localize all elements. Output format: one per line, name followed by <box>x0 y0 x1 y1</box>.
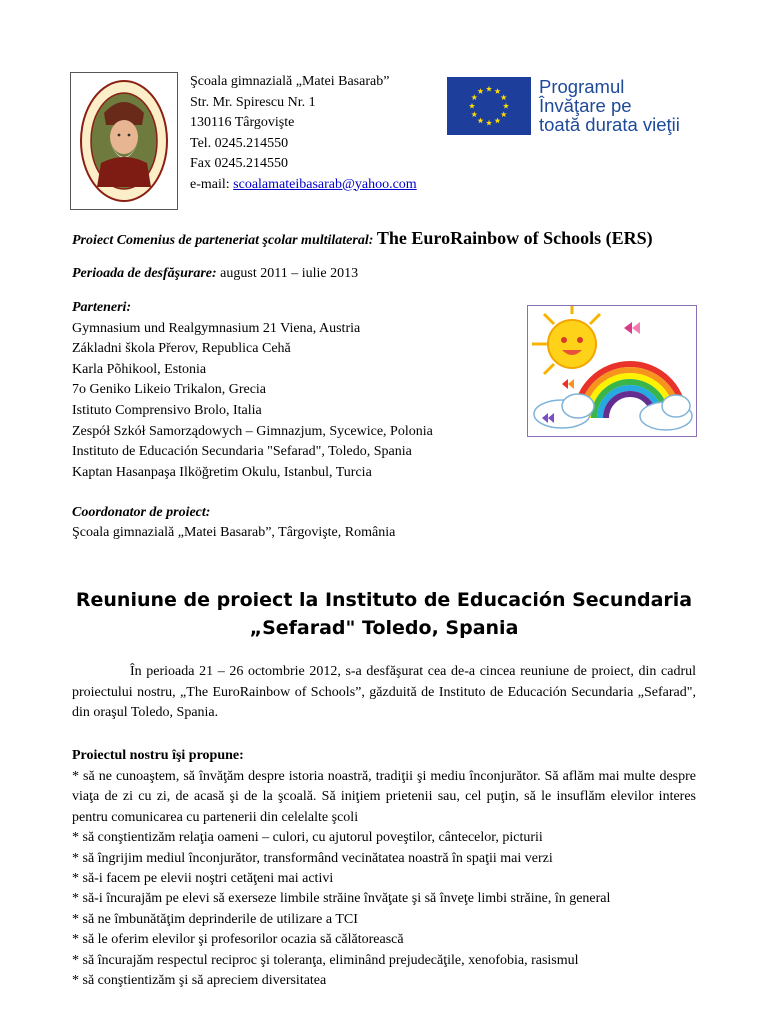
school-city: 130116 Târgovişte <box>190 115 295 130</box>
eu-flag-icon <box>447 77 531 135</box>
eu-star-icon <box>501 94 507 100</box>
eu-stars-icon <box>447 77 531 135</box>
project-type-label: Proiect Comenius de parteneriat şcolar multilateral: <box>72 233 377 248</box>
goal-item: * să conştientizăm relaţia oameni – culori, cu ajutorul poveştilor, cântecelor, picturii <box>72 830 543 846</box>
goal-item: * să ne îmbunătăţim deprinderile de utilizare a TCI <box>72 911 358 927</box>
goals-list <box>72 767 696 991</box>
coordinator-label-text: Coordonator de proiect: <box>72 505 211 520</box>
eu-star-icon <box>501 111 507 117</box>
partner-item: Základni škola Přerov, Republica Cehă <box>72 341 291 357</box>
goal-item: * să conştientizăm şi să apreciem diversitatea <box>72 973 327 989</box>
project-type-line <box>72 228 653 252</box>
eu-star-icon <box>477 88 483 94</box>
period-value: august 2011 – iulie 2013 <box>220 266 359 281</box>
partner-item: Karla Põhikool, Estonia <box>72 361 207 377</box>
partner-item: Instituto de Educación Secundaria "Sefarad", Toledo, Spania <box>72 444 412 460</box>
eu-star-icon <box>503 103 509 109</box>
goals-rest <box>72 828 696 991</box>
article-intro: În perioada 21 – 26 octombrie 2012, s-a desfăşurat cea de-a cincea reuniune de proiect, din cadrul proiectului nostru, „The EuroRainbow of Schools”, găzduită de Instituto de Educación Secundaria „Sefarad", din oraşul Toledo, Spania. <box>72 664 696 720</box>
eu-star-icon <box>494 88 500 94</box>
goals-title: Proiectul nostru îşi propune: <box>72 748 244 763</box>
school-fax: Fax 0245.214550 <box>190 156 288 171</box>
partners-block <box>72 298 433 483</box>
partners-list <box>72 319 433 484</box>
matei-basarab-portrait-icon <box>71 73 177 209</box>
eu-text-line1: Programul <box>539 76 625 97</box>
school-contact-block <box>190 72 417 195</box>
eu-star-icon <box>486 120 492 126</box>
coordinator-label <box>72 503 210 524</box>
eu-star-icon <box>471 111 477 117</box>
email-link[interactable]: scoalamateibasarab@yahoo.com <box>233 176 417 192</box>
partners-label: Parteneri: <box>72 300 132 315</box>
partner-item: Istituto Comprensivo Brolo, Italia <box>72 402 262 418</box>
partner-item: Kaptan Hasanpaşa Ilköğretim Okulu, Istanbul, Turcia <box>72 464 372 480</box>
partner-item: Zespół Szkół Samorządowych – Gimnazjum, Sycewice, Polonia <box>72 423 433 439</box>
eu-text-line2: Învăţare pe <box>539 95 632 116</box>
goal-item: * să încurajăm respectul reciproc şi toleranţa, eliminând prejudecăţile, xenofobia, rasismul <box>72 952 579 968</box>
project-period-line <box>72 264 358 285</box>
article-heading-line2: „Sefarad" Toledo, Spania <box>249 617 519 639</box>
eu-star-icon <box>469 103 475 109</box>
eu-text-line3: toată durata vieţii <box>539 114 680 135</box>
article-heading-line1: Reuniune de proiect la Instituto de Educación Secundaria <box>75 589 693 611</box>
goal-item: * să-i facem pe elevii noştri cetăţeni mai activi <box>72 871 334 887</box>
eu-programme-text <box>539 77 680 134</box>
partner-item: 7o Geniko Likeio Trikalon, Grecia <box>72 382 267 398</box>
goal-item: * să-i încurajăm pe elevi să exerseze limbile străine învăţate şi să înveţe limbi străine, în general <box>72 891 611 907</box>
eu-star-icon <box>494 118 500 124</box>
sun-rainbow-icon <box>528 306 696 436</box>
partner-item: Gymnasium und Realgymnasium 21 Viena, Austria <box>72 320 361 336</box>
eu-star-icon <box>471 94 477 100</box>
school-logo <box>70 72 178 210</box>
goal-item: * să îngrijim mediul înconjurător, transformând vecinătatea noastră în spaţii mai verzi <box>72 850 553 866</box>
school-street: Str. Mr. Spirescu Nr. 1 <box>190 94 316 110</box>
project-name: The EuroRainbow of Schools (ERS) <box>376 228 653 248</box>
goal-item: * să le oferim elevilor şi profesorilor ocazia să călătorească <box>72 932 404 948</box>
coordinator-value: Şcoala gimnazială „Matei Basarab”, Târgovişte, România <box>72 525 396 540</box>
goal-item: * să ne cunoaştem, să învăţăm despre istoria noastră, tradiţii şi mediu înconjurător. Să aflăm mai multe despre viaţa de zi cu zi, de acasă şi de la şcoală. Să iniţiem prietenii sau, cel puţin, să le insuflăm elevilor interes pentru comunicarea cu partenerii din celelalte şcoli <box>72 769 696 825</box>
eu-star-icon <box>486 86 492 92</box>
period-label: Perioada de desfăşurare: <box>72 266 221 281</box>
email-label: e-mail: <box>190 176 234 192</box>
school-email-line <box>190 175 417 196</box>
school-tel: Tel. 0245.214550 <box>190 135 289 151</box>
school-name: Şcoala gimnazială „Matei Basarab” <box>190 74 390 89</box>
eu-programme-logo <box>447 77 711 137</box>
eu-star-icon <box>477 118 483 124</box>
article-heading <box>72 586 696 642</box>
rainbow-illustration <box>527 305 697 437</box>
